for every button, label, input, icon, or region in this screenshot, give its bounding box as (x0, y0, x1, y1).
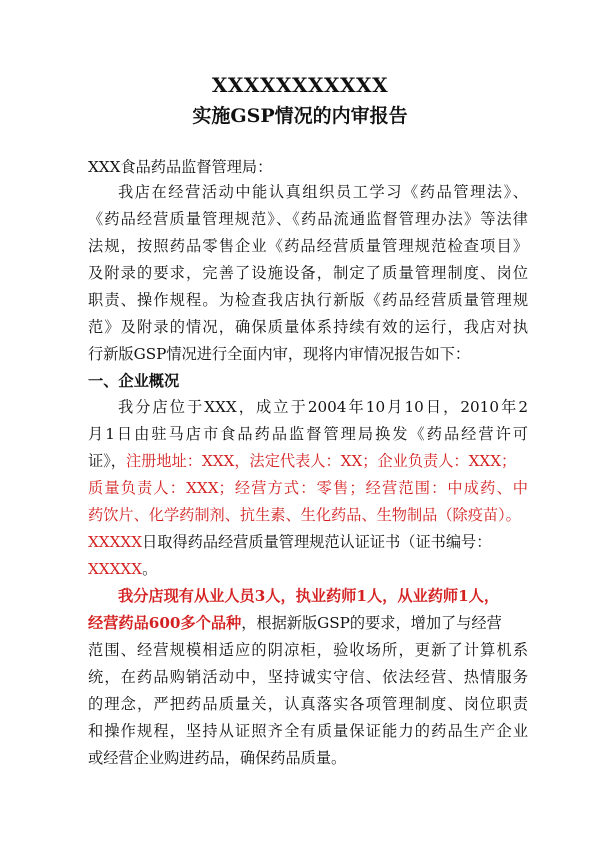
paragraph-line: 及附录的要求，完善了设施设备，制定了质量管理制度、岗位 (88, 264, 528, 282)
document-title: 实施GSP情况的内审报告 (192, 105, 408, 127)
paragraph-line: 和操作规程，坚持从证照齐全有质量保证能力的药品生产企业 (88, 722, 528, 740)
paragraph-line: 我店在经营活动中能认真组织员工学习《药品管理法》、 (118, 183, 528, 201)
paragraph-line: 的理念，严把药品质量关，认真落实各项管理制度、岗位职责 (88, 695, 528, 713)
document-title-company: XXXXXXXXXXX (211, 73, 389, 97)
paragraph-line (88, 613, 528, 633)
highlighted-text: 注册地址：XXX，法定代表人：XX；企业负责人：XXX； (125, 452, 517, 470)
highlighted-text: XXXXX (88, 533, 143, 551)
paragraph-line: 范围、经营规模相适应的阴凉柜，验收场所，更新了计算机系 (88, 641, 528, 659)
paragraph-line: 或经营企业购进药品，确保药品质量。 (88, 749, 347, 767)
paragraph-line: 我分店现有从业人员3人，执业药师1人，从业药师1人， (118, 587, 500, 605)
paragraph-line: 质量负责人：XXX；经营方式：零售；经营范围：中成药、中 (88, 479, 528, 497)
paragraph-line (88, 451, 528, 471)
paragraph-line (88, 532, 528, 552)
paragraph-line: 法规，按照药品零售企业《药品经营质量管理规范检查项目》 (88, 237, 528, 255)
paragraph-line: 药饮片、化学药制剂、抗生素、生化药品、生物制品（除疫苗）。 (88, 506, 521, 524)
highlighted-text: XXXXX (88, 560, 143, 578)
paragraph-line: 我分店位于XXX，成立于2004年10月10日，2010年2 (118, 398, 528, 416)
paragraph-line: 职责、操作规程。为检查我店执行新版《药品经营质量管理规 (88, 291, 528, 309)
paragraph-text: 证》， (88, 452, 126, 470)
paragraph-line: 统，在药品购销活动中，坚持诚实守信、依法经营、热情服务 (88, 668, 528, 686)
paragraph-line (88, 559, 528, 579)
highlighted-text: 经营药品600多个品种 (88, 614, 242, 632)
paragraph-line: 《药品经营质量管理规范》、《药品流通监督管理办法》等法律 (88, 210, 528, 228)
section-heading: 一、企业概况 (88, 372, 180, 390)
paragraph-line: 行新版GSP情况进行全面内审，现将内审情况报告如下： (88, 345, 471, 363)
paragraph-text: ，根据新版GSP的要求，增加了与经营 (241, 614, 502, 632)
paragraph-line: 范》及附录的情况，确保质量体系持续有效的运行，我店对执 (88, 318, 528, 336)
paragraph-line: 月1日由驻马店市食品药品监督管理局换发《药品经营许可 (88, 425, 528, 443)
salutation: XXX食品药品监督管理局： (88, 158, 273, 176)
paragraph-text: 。 (142, 560, 158, 578)
paragraph-text: 日取得药品经营质量管理规范认证证书（证书编号： (142, 533, 492, 551)
